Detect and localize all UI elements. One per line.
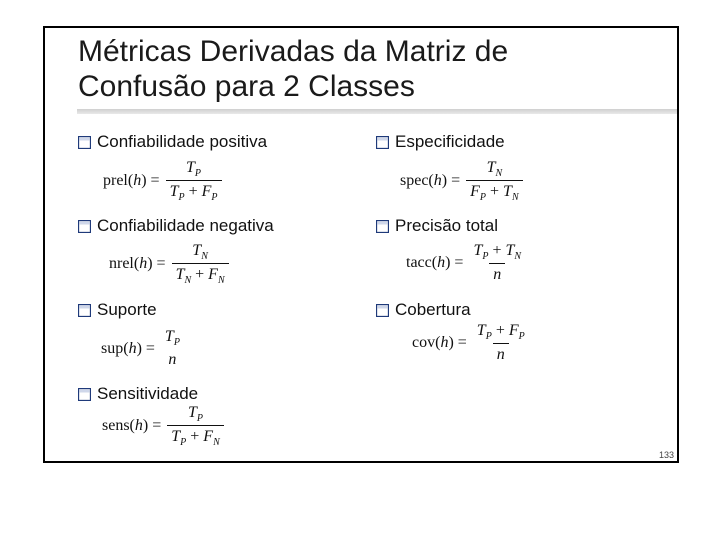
fraction: $\frac{T_P}{T_P + F_P}$ bbox=[166, 159, 222, 203]
checkbox-icon bbox=[78, 220, 91, 233]
fraction: $T_P$ n bbox=[164, 328, 180, 369]
formula-lhs: prel(h) = bbox=[103, 172, 160, 190]
fraction: $\frac{T_P + T_N}{n}$ bbox=[473, 242, 522, 284]
formula-sens bbox=[102, 404, 224, 448]
checkbox-icon bbox=[78, 388, 91, 401]
formula-lhs: sens(h) = bbox=[102, 417, 162, 435]
formula-lhs: cov(h) = bbox=[412, 334, 467, 352]
formula-lhs: tacc(h) = bbox=[406, 254, 464, 272]
formula-lhs: sup(h) = bbox=[101, 339, 155, 357]
fraction: $\frac{T_N}{T_N + F_N}$ bbox=[172, 242, 229, 286]
formula-cov bbox=[412, 322, 529, 364]
item-confiabilidade-negativa bbox=[78, 216, 274, 236]
formula-sup bbox=[101, 328, 184, 369]
item-suporte bbox=[78, 300, 157, 320]
page-number: 133 bbox=[658, 450, 674, 460]
formula-lhs: nrel(h) = bbox=[109, 255, 166, 273]
item-label: Cobertura bbox=[395, 300, 471, 319]
item-label: Especificidade bbox=[395, 132, 505, 151]
item-sensitividade bbox=[78, 384, 198, 404]
checkbox-icon bbox=[78, 304, 91, 317]
title-line-2: Confusão para 2 Classes bbox=[78, 70, 415, 103]
item-label: Sensitividade bbox=[97, 384, 199, 403]
formula-prel bbox=[103, 159, 222, 203]
item-label: Suporte bbox=[97, 300, 157, 319]
checkbox-icon bbox=[376, 220, 389, 233]
item-confiabilidade-positiva bbox=[78, 132, 267, 152]
item-label: Confiabilidade positiva bbox=[97, 132, 268, 151]
title-line-1: Métricas Derivadas da Matriz de bbox=[78, 35, 509, 68]
checkbox-icon bbox=[376, 136, 389, 149]
item-label: Precisão total bbox=[395, 216, 498, 235]
title-divider bbox=[77, 109, 677, 114]
formula-tacc bbox=[406, 242, 525, 284]
fraction: $\frac{T_P}{T_P + F_N}$ bbox=[167, 404, 224, 448]
item-label: Confiabilidade negativa bbox=[97, 216, 274, 235]
checkbox-icon bbox=[78, 136, 91, 149]
item-precisao-total bbox=[376, 216, 498, 236]
slide-title bbox=[78, 34, 508, 104]
fraction: $\frac{T_N}{F_P + T_N}$ bbox=[466, 159, 523, 203]
item-especificidade bbox=[376, 132, 505, 152]
formula-lhs: spec(h) = bbox=[400, 172, 461, 190]
formula-nrel bbox=[109, 242, 229, 286]
fraction: $\frac{T_P + F_P}{n}$ bbox=[476, 322, 525, 364]
slide bbox=[43, 26, 679, 463]
formula-spec bbox=[400, 159, 523, 203]
checkbox-icon bbox=[376, 304, 389, 317]
item-cobertura bbox=[376, 300, 471, 320]
